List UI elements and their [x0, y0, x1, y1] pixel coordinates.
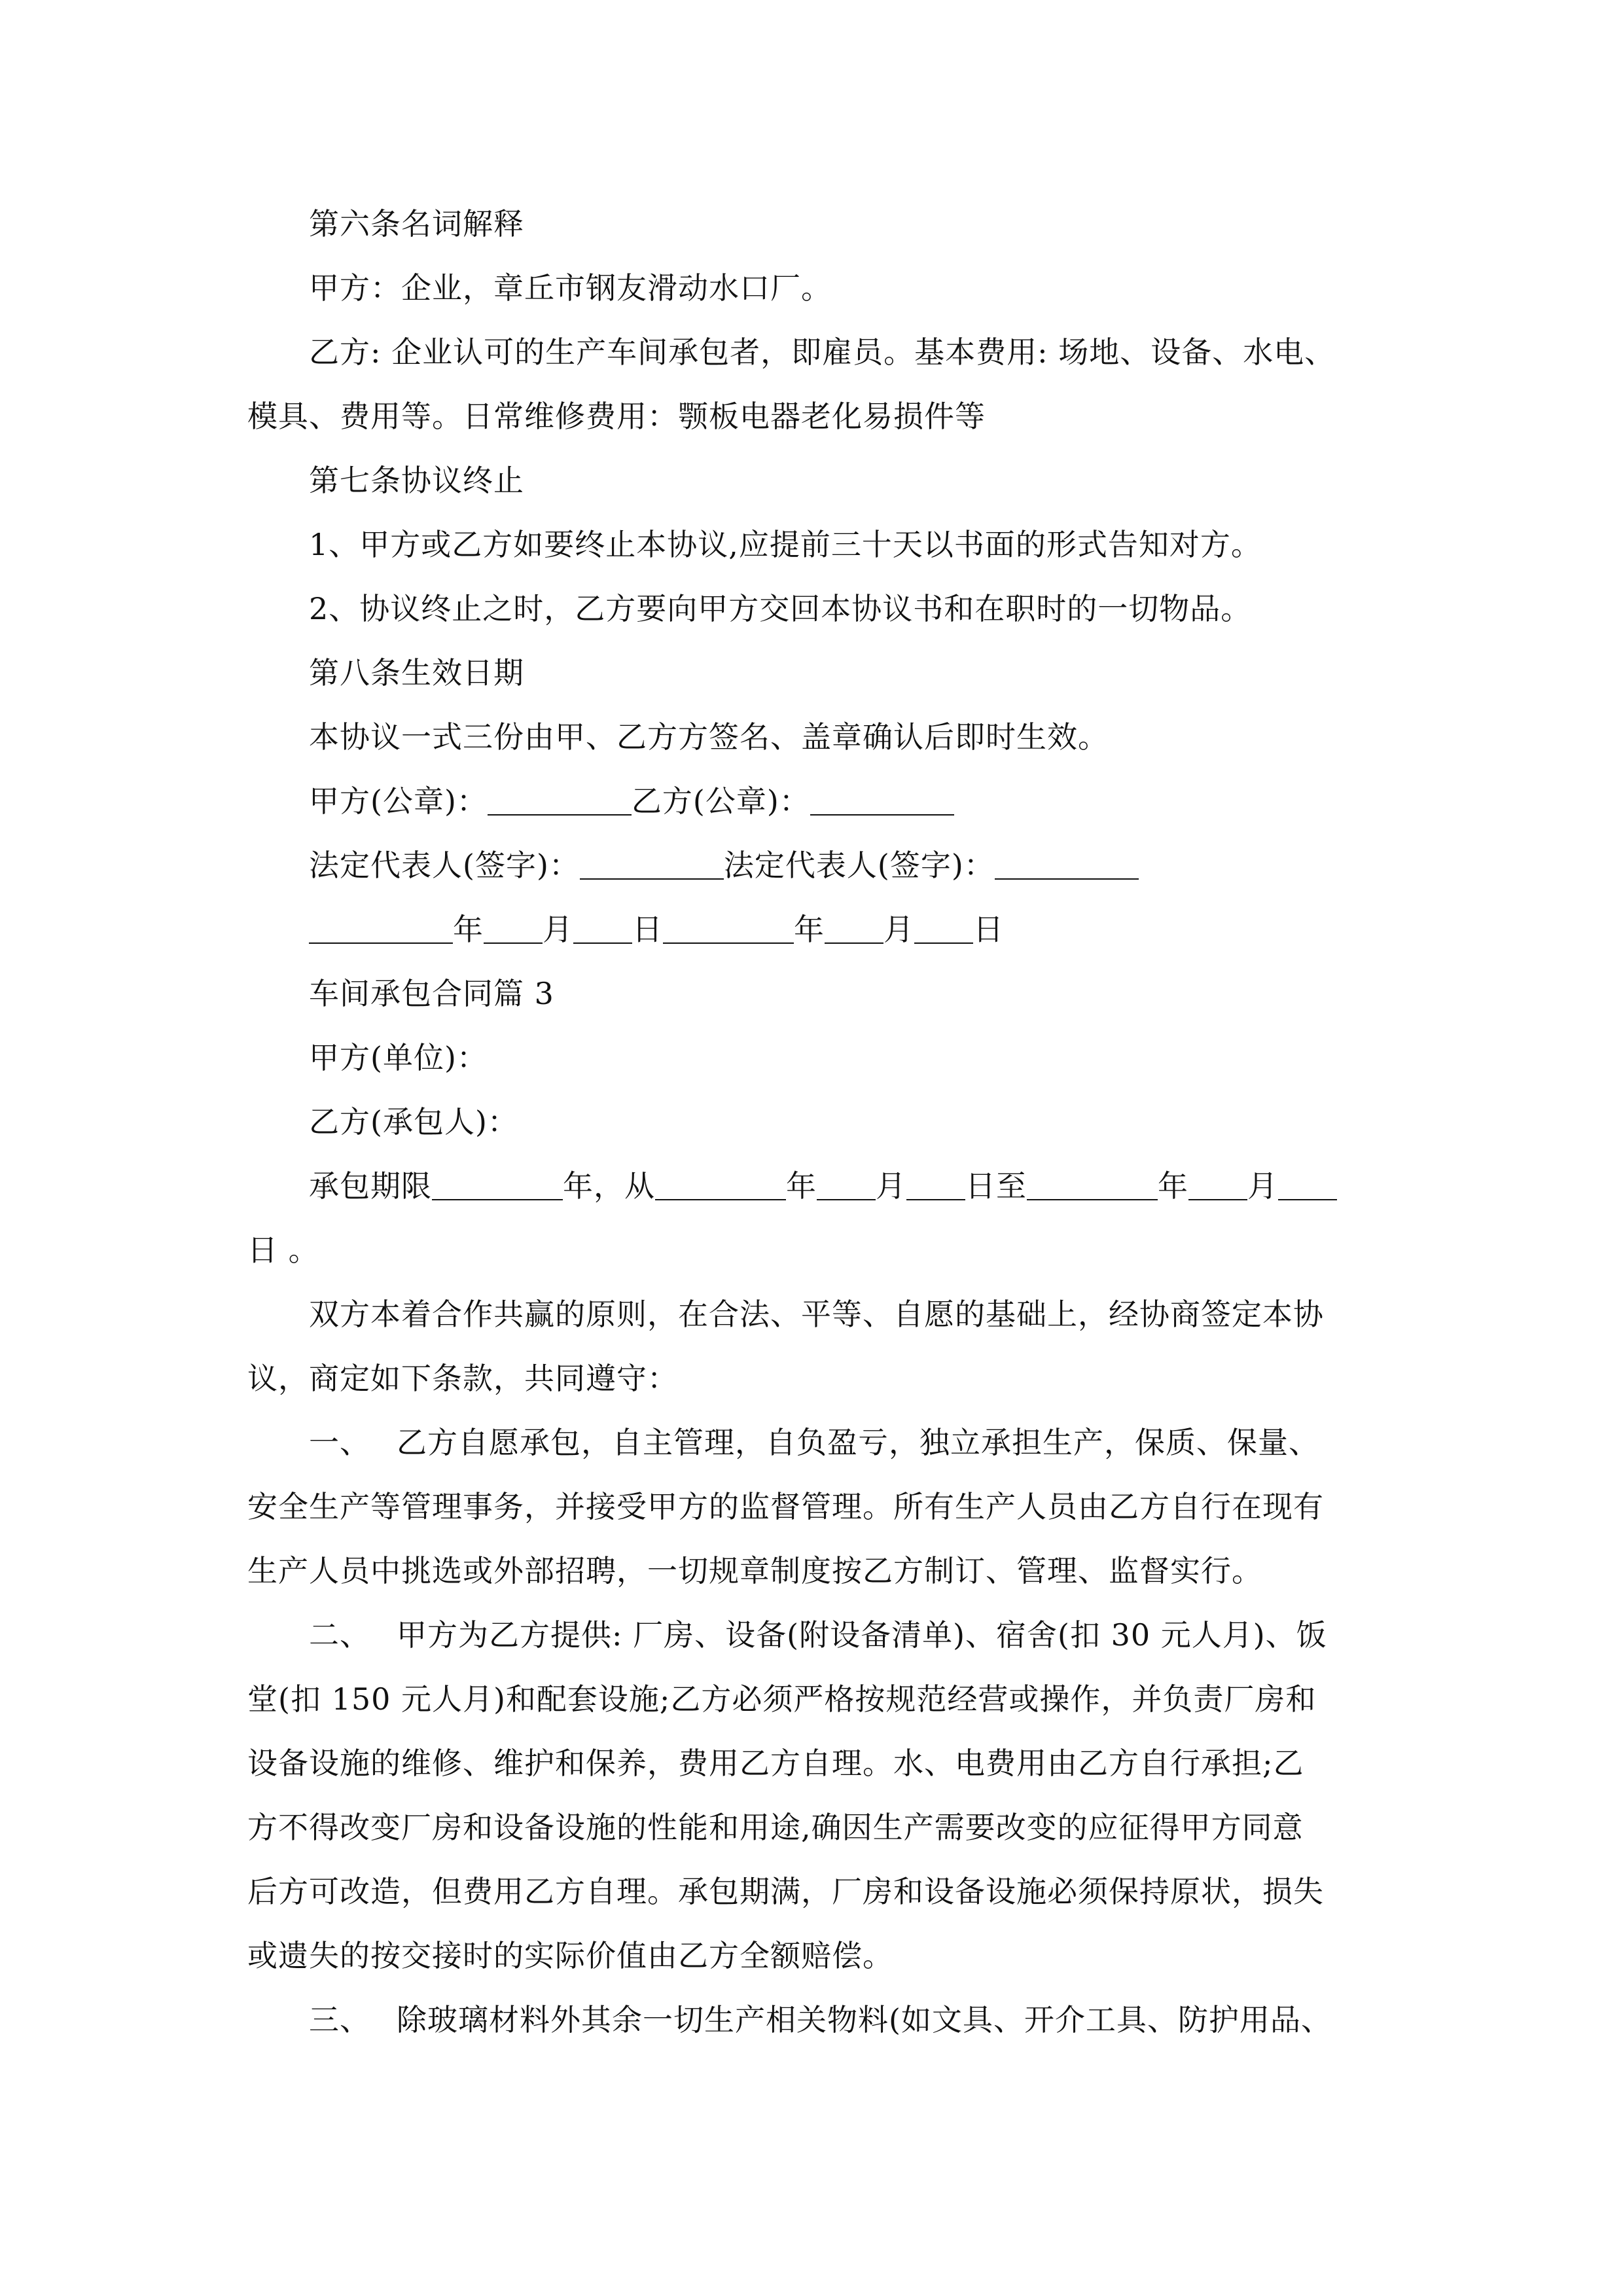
date-month-blank-a[interactable]: [484, 912, 543, 944]
party-b-contractor: 乙方(承包人)：: [309, 1104, 518, 1139]
preamble: 双方本着合作共赢的原则，在合法、平等、自愿的基础上，经协商签定本协: [309, 1297, 1324, 1332]
day-label-b: 日: [973, 912, 1004, 947]
party-b-rep-label: 法定代表人(签字)：: [723, 848, 995, 883]
article-six-heading: 第六条名词解释: [309, 206, 524, 242]
clause-two-cont-4: 后方可改造，但费用乙方自理。承包期满，厂房和设备设施必须保持原状，损失: [247, 1874, 1324, 1909]
contract-term-line: [247, 1154, 1386, 1218]
article-seven-heading: 第七条协议终止: [309, 463, 524, 498]
article-eight-heading: 第八条生效日期: [309, 655, 524, 691]
year-label-a: 年: [453, 912, 484, 947]
date-day-blank-b[interactable]: [914, 912, 973, 944]
date-line: [247, 897, 1386, 961]
end-month-label: 月: [1247, 1168, 1278, 1204]
clause-two-number: 二、: [309, 1617, 370, 1653]
party-b-seal-blank[interactable]: [810, 784, 954, 816]
end-year-blank[interactable]: [1027, 1169, 1158, 1200]
month-label-b: 月: [883, 912, 914, 947]
term-years-blank[interactable]: [432, 1169, 563, 1200]
document-body: [247, 192, 1386, 2052]
preamble-cont: 议，商定如下条款，共同遵守：: [247, 1361, 678, 1396]
party-a-definition: 甲方：企业，章丘市钢友滑动水口厂。: [309, 270, 832, 306]
day-label-a: 日: [632, 912, 663, 947]
clause-one: [247, 1410, 1386, 1475]
seal-line: [247, 769, 1386, 833]
start-month-label: 月: [876, 1168, 906, 1204]
party-a-rep-blank[interactable]: [580, 848, 724, 880]
clause-one-cont-2: 生产人员中挑选或外部招聘，一切规章制度按乙方制订、管理、监督实行。: [247, 1553, 1262, 1588]
clause-three-number: 三、: [309, 2002, 370, 2037]
year-label-b: 年: [794, 912, 825, 947]
clause-two-text: 甲方为乙方提供: 厂房、设备(附设备清单)、宿舍(扣 30 元人月)、饭: [397, 1617, 1327, 1653]
clause-two-cont-5: 或遗失的按交接时的实际价值由乙方全额赔偿。: [247, 1938, 893, 1973]
month-label-a: 月: [543, 912, 573, 947]
contract-term-end: 日 。: [247, 1232, 319, 1268]
contract-title: 车间承包合同篇 3: [309, 976, 554, 1011]
clause-one-cont-1: 安全生产等管理事务，并接受甲方的监督管理。所有生产人员由乙方自行在现有: [247, 1489, 1324, 1524]
party-b-definition: 乙方: 企业认可的生产车间承包者，即雇员。基本费用: 场地、设备、水电、: [309, 334, 1336, 370]
end-day-blank[interactable]: [1278, 1169, 1337, 1200]
party-a-seal-label: 甲方(公章)：: [309, 783, 488, 819]
clause-two-cont-2: 设备设施的维修、维护和保养，费用乙方自理。水、电费用由乙方自行承担;乙: [247, 1746, 1304, 1781]
clause-two-cont-3: 方不得改变厂房和设备设施的性能和用途,确因生产需要改变的应征得甲方同意: [247, 1810, 1304, 1845]
party-b-rep-blank[interactable]: [995, 848, 1139, 880]
start-month-blank[interactable]: [817, 1169, 876, 1200]
start-to-label: 日至: [965, 1168, 1027, 1204]
effective-clause: 本协议一式三份由甲、乙方方签名、盖章确认后即时生效。: [309, 719, 1109, 755]
start-year-blank[interactable]: [655, 1169, 786, 1200]
clause-three-text: 除玻璃材料外其余一切生产相关物料(如文具、开介工具、防护用品、: [397, 2002, 1332, 2037]
clause-three: [247, 1988, 1386, 2052]
date-year-blank-b[interactable]: [663, 912, 794, 944]
start-day-blank[interactable]: [906, 1169, 965, 1200]
party-b-definition-cont: 模具、费用等。日常维修费用：颚板电器老化易损件等: [247, 399, 986, 434]
termination-clause-2: 2、协议终止之时，乙方要向甲方交回本协议书和在职时的一切物品。: [309, 591, 1252, 626]
party-a-seal-blank[interactable]: [488, 784, 632, 816]
clause-one-text: 乙方自愿承包，自主管理，自负盈亏，独立承担生产，保质、保量、: [397, 1425, 1319, 1460]
end-month-blank[interactable]: [1188, 1169, 1247, 1200]
termination-clause-1: 1、甲方或乙方如要终止本协议,应提前三十天以书面的形式告知对方。: [309, 527, 1262, 562]
clause-two-cont-1: 堂(扣 150 元人月)和配套设施;乙方必须严格按规范经营或操作，并负责厂房和: [247, 1681, 1317, 1717]
term-label: 承包期限: [309, 1168, 432, 1204]
representative-line: [247, 833, 1386, 897]
party-a-rep-label: 法定代表人(签字)：: [309, 848, 580, 883]
date-month-blank-b[interactable]: [825, 912, 883, 944]
clause-one-number: 一、: [309, 1425, 370, 1460]
clause-two: [247, 1603, 1386, 1667]
term-from-label: 年，从: [563, 1168, 655, 1204]
date-year-blank-a[interactable]: [309, 912, 453, 944]
end-year-label: 年: [1158, 1168, 1188, 1204]
start-year-label: 年: [786, 1168, 817, 1204]
date-day-blank-a[interactable]: [573, 912, 632, 944]
party-b-seal-label: 乙方(公章)：: [631, 783, 810, 819]
party-a-unit: 甲方(单位)：: [309, 1040, 488, 1075]
